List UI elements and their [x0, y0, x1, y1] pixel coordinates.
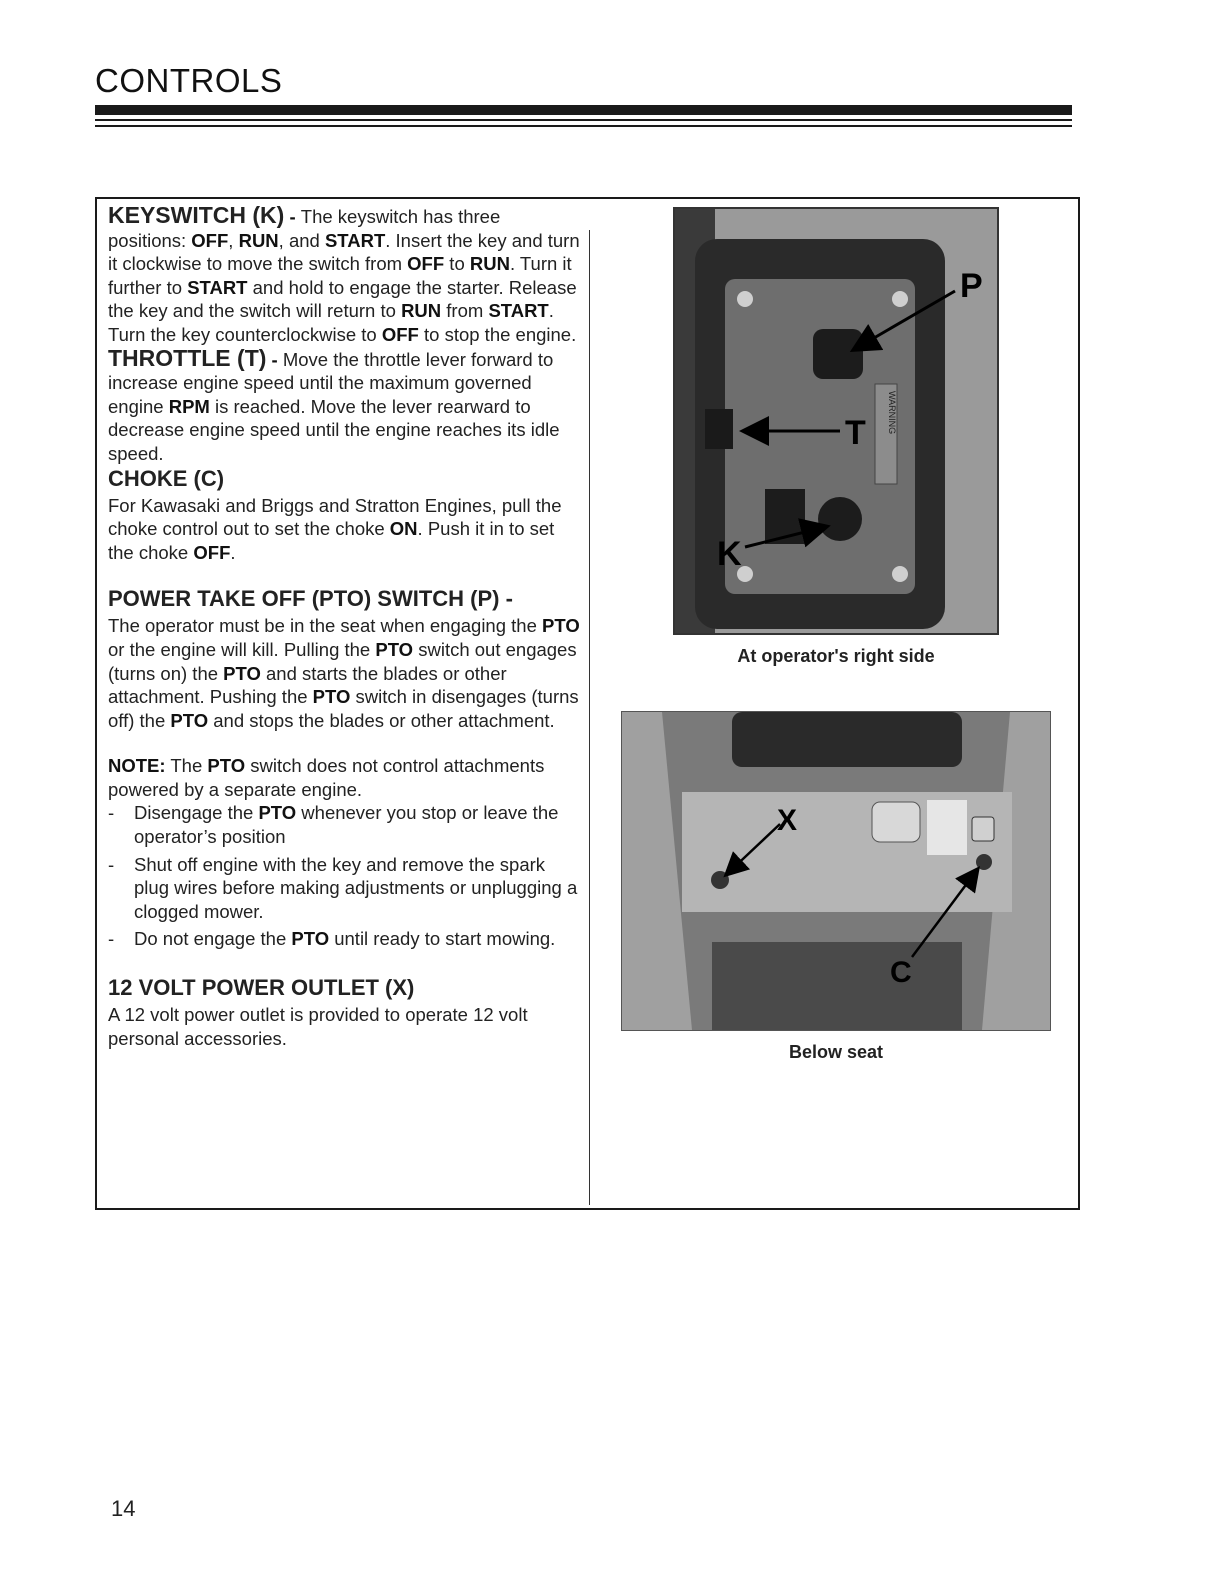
text: , — [228, 229, 239, 251]
text: Move the throttle lever forward to increase engine speed until the maximum governed engine — [108, 348, 554, 417]
text: Do not engage the — [134, 928, 292, 950]
screw — [892, 291, 908, 307]
page-title: CONTROLS — [95, 62, 283, 99]
warning-label: WARNING — [887, 391, 897, 435]
text: For Kawasaki and Briggs and Stratton Engines, pull the choke control out to set the choke — [108, 494, 562, 540]
header-rule-thick — [95, 105, 1072, 115]
callout-t: T — [845, 414, 866, 452]
choke-heading: CHOKE (C) — [108, 465, 225, 491]
text: . Insert the key and turn it clockwise to move the switch from — [108, 229, 580, 275]
bold-term: OFF — [191, 229, 229, 251]
decal — [872, 802, 920, 842]
callout-c: C — [890, 956, 912, 989]
text: Disengage the — [134, 802, 259, 824]
throttle-section — [108, 344, 583, 466]
text: . Turn it further to — [108, 253, 572, 298]
figure-caption: Below seat — [788, 1042, 884, 1062]
text: and hold to engage the starter. Release the key and the switch will return to — [108, 276, 577, 322]
text: Shut off engine with the key and remove the spark plug wires before making adjustments or unplugging a clogged mower. — [134, 853, 578, 922]
text: whenever you stop or leave the operator’s position — [134, 802, 559, 848]
outlet-heading: 12 VOLT POWER OUTLET (X) — [108, 975, 415, 1001]
text: . Push it in to set the choke — [108, 518, 555, 563]
below-seat-illustration — [622, 712, 1050, 1030]
text: to stop the engine. — [418, 323, 577, 345]
list-item — [108, 853, 583, 924]
throttle-heading: THROTTLE (T) — [108, 344, 267, 371]
bold-term: OFF — [193, 541, 231, 563]
keyswitch-heading: KEYSWITCH (K) — [108, 202, 285, 228]
fuse-cover — [972, 817, 994, 841]
text: from — [441, 300, 489, 322]
bold-term: RUN — [469, 253, 510, 275]
bold-term: RUN — [238, 229, 279, 251]
text: . Turn the key counterclockwise to — [108, 300, 554, 345]
text: and starts the blades or other attachment. Pushing the — [108, 662, 507, 708]
bold-term: PTO — [207, 755, 246, 777]
keyswitch-section — [108, 204, 583, 347]
bold-term: START — [187, 276, 248, 298]
callout-x: X — [777, 804, 798, 837]
text: The operator must be in the seat when engaging the — [108, 615, 543, 637]
bold-term: RUN — [401, 300, 442, 322]
text: or the engine will kill. Pulling the — [108, 638, 376, 660]
pto-body — [108, 614, 583, 732]
text: The — [165, 755, 208, 777]
choke-knob — [976, 854, 992, 870]
power-outlet — [711, 871, 729, 889]
text: is reached. Move the lever rearward to decrease engine speed until the engine reaches its idle speed. — [108, 395, 560, 464]
text: and stops the blades or other attachment. — [208, 709, 555, 731]
control-panel-photo — [673, 207, 999, 635]
text: The keyswitch has three positions: — [108, 206, 501, 251]
control-panel-illustration — [675, 209, 997, 633]
bold-term: PTO — [223, 662, 261, 684]
bold-term: ON — [389, 518, 418, 540]
bold-term: OFF — [381, 323, 419, 345]
screw — [737, 291, 753, 307]
bold-term: START — [324, 229, 386, 251]
text: until ready to start mowing. — [329, 928, 556, 950]
bold-term: START — [488, 300, 549, 322]
list-item — [108, 801, 583, 848]
throttle-lever — [705, 409, 733, 449]
pto-heading: POWER TAKE OFF (PTO) SWITCH (P) - — [108, 586, 513, 612]
choke-body — [108, 494, 583, 565]
pto-section — [108, 586, 583, 732]
bold-term: PTO — [291, 928, 330, 950]
seat-bottom — [732, 712, 962, 767]
pto-switch — [813, 329, 863, 379]
bold-term: PTO — [170, 709, 209, 731]
header-rule-thin — [95, 119, 1072, 121]
figure-caption: At operator's right side — [737, 646, 935, 666]
dash: - — [284, 206, 301, 227]
note — [108, 754, 583, 801]
outlet-section — [108, 975, 583, 1050]
floor-mat — [712, 942, 962, 1030]
dash: - — [266, 348, 283, 370]
choke-section — [108, 466, 583, 565]
bold-term: PTO — [258, 802, 297, 824]
outlet-body: A 12 volt power outlet is provided to operate 12 volt personal accessories. — [108, 1004, 528, 1049]
list-item — [108, 927, 583, 951]
bold-term: PTO — [542, 615, 580, 637]
bold-term: PTO — [312, 686, 351, 708]
column-divider — [589, 230, 590, 1205]
callout-k: K — [717, 535, 742, 573]
text-column — [108, 204, 583, 1050]
bold-term: OFF — [407, 253, 445, 275]
page-number: 14 — [111, 1496, 136, 1521]
keyswitch — [818, 497, 862, 541]
bold-term: PTO — [375, 638, 414, 660]
text: , and — [278, 229, 325, 251]
below-seat-photo — [621, 711, 1051, 1031]
label-plate — [927, 800, 967, 855]
text: switch does not control attachments powered by a separate engine. — [108, 755, 545, 800]
screw — [892, 566, 908, 582]
header-rule-thin — [95, 125, 1072, 127]
text: switch in disengages (turns off) the — [108, 686, 579, 731]
text: switch out engages (turns on) the — [108, 638, 577, 684]
safety-list — [108, 801, 583, 951]
callout-p: P — [960, 267, 983, 305]
bold-term: RPM — [168, 395, 210, 417]
text: . — [230, 541, 236, 563]
note-label: NOTE: — [108, 755, 166, 777]
text: to — [444, 253, 470, 275]
